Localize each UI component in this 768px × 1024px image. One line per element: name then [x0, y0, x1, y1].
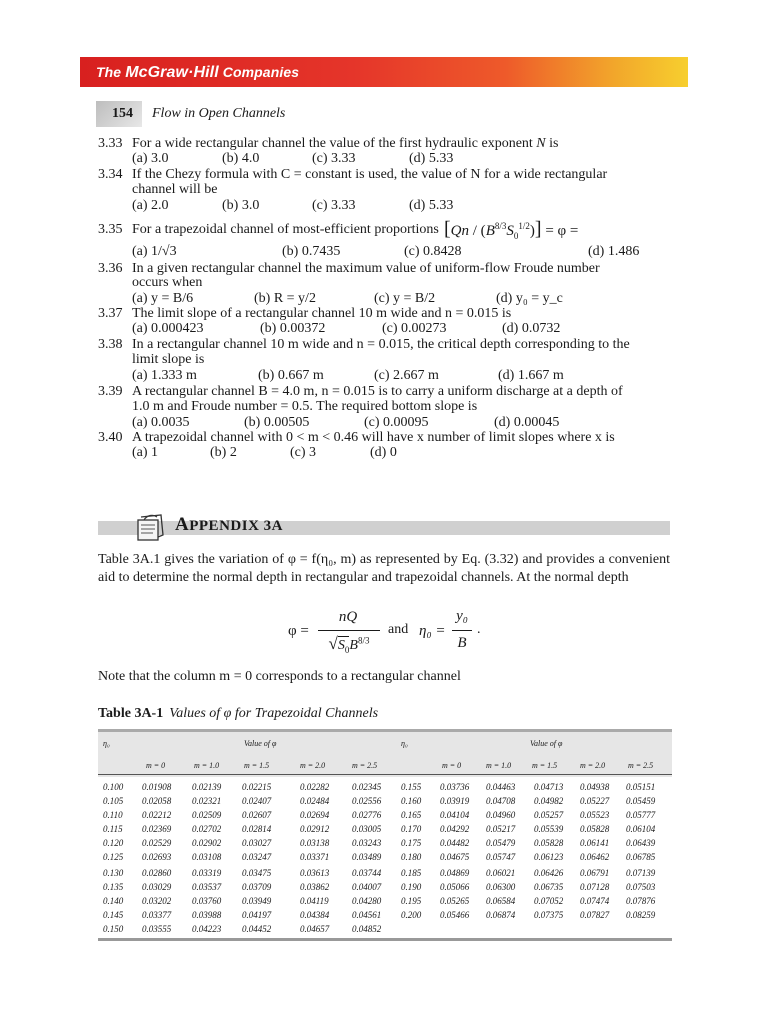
eta-cell: 0.195 — [401, 896, 422, 906]
phi-cell: 0.03475 — [242, 868, 272, 878]
option-c: (c) y = B/2 — [374, 291, 436, 306]
question-text-line1: The limit slope of a rectangular channel 10 m wide and n = 0.015 is — [132, 306, 512, 321]
m-header-left: m = 2.5 — [352, 761, 378, 770]
option-d: (d) 0.00045 — [494, 415, 560, 430]
appendix-title-rest: PPENDIX 3A — [189, 518, 283, 534]
phi-cell: 0.05459 — [626, 796, 656, 806]
phi-cell: 0.04561 — [352, 910, 382, 920]
option-b: (b) 3.0 — [222, 198, 260, 213]
phi-cell: 0.03005 — [352, 824, 382, 834]
option-a: (a) 1/√3 — [132, 244, 177, 259]
phi-cell: 0.05828 — [534, 838, 564, 848]
phi-cell: 0.03736 — [440, 782, 470, 792]
phi-cell: 0.05151 — [626, 782, 656, 792]
phi-cell: 0.03537 — [192, 882, 222, 892]
option-d: (d) 0.0732 — [502, 321, 561, 336]
phi-cell: 0.03744 — [352, 868, 382, 878]
phi-cell: 0.02139 — [192, 782, 222, 792]
question-text: For a trapezoidal channel of most-efficient proportions — [132, 222, 439, 237]
question-text-line2: limit slope is — [132, 352, 205, 367]
phi-cell: 0.03555 — [142, 924, 172, 934]
phi-cell: 0.03919 — [440, 796, 470, 806]
eq-eta: η₀ = — [419, 623, 446, 639]
phi-cell: 0.07139 — [626, 868, 656, 878]
m-header-right: m = 1.0 — [486, 761, 512, 770]
appendix-title-cap: A — [175, 514, 190, 535]
appendix-intro: Table 3A.1 gives the variation of φ = f(η₀, m) as represented by Eq. (3.32) and provides a convenient aid to determine the normal depth in rectangular and trapezoidal channels. At the normal depth — [98, 552, 670, 585]
phi-cell: 0.03709 — [242, 882, 272, 892]
m-header-right: m = 1.5 — [532, 761, 558, 770]
option-a: (a) 3.0 — [132, 151, 169, 166]
eta-cell: 0.185 — [401, 868, 422, 878]
phi-cell: 0.06439 — [626, 838, 656, 848]
m-header-right: m = 2.5 — [628, 761, 654, 770]
question-text-line1: A trapezoidal channel with 0 < m < 0.46 will have x number of limit slopes where x is — [132, 430, 615, 445]
phi-cell: 0.02058 — [142, 796, 172, 806]
phi-cell: 0.03371 — [300, 852, 330, 862]
option-b: (b) 0.667 m — [258, 368, 324, 383]
eta-cell: 0.180 — [401, 852, 422, 862]
phi-cell: 0.02776 — [352, 810, 382, 820]
phi-cell: 0.06735 — [534, 882, 564, 892]
phi-cell: 0.02212 — [142, 810, 172, 820]
publisher-logo — [96, 64, 299, 82]
phi-cell: 0.04982 — [534, 796, 564, 806]
phi-cell: 0.05479 — [486, 838, 516, 848]
phi-cell: 0.03377 — [142, 910, 172, 920]
phi-cell: 0.04675 — [440, 852, 470, 862]
m-header-left: m = 1.5 — [244, 761, 270, 770]
question-number: 3.36 — [98, 261, 123, 276]
eta-cell: 0.175 — [401, 838, 422, 848]
phi-cell: 0.03243 — [352, 838, 382, 848]
question-number: 3.34 — [98, 167, 123, 182]
phi-cell: 0.02902 — [192, 838, 222, 848]
phi-cell: 0.06791 — [580, 868, 610, 878]
option-c: (c) 2.667 m — [374, 368, 439, 383]
phi-cell: 0.04482 — [440, 838, 470, 848]
fraction-bar — [452, 630, 472, 631]
option-a: (a) 0.0035 — [132, 415, 190, 430]
eta-cell: 0.190 — [401, 882, 422, 892]
option-b: (b) 0.7435 — [282, 244, 341, 259]
eq-b: B — [457, 635, 467, 651]
phi-cell: 0.03202 — [142, 896, 172, 906]
eta-cell: 0.165 — [401, 810, 422, 820]
option-c: (c) 0.8428 — [404, 244, 462, 259]
phi-cell: 0.02694 — [300, 810, 330, 820]
phi-cell: 0.06462 — [580, 852, 610, 862]
phi-cell: 0.02509 — [192, 810, 222, 820]
phi-cell: 0.06141 — [580, 838, 610, 848]
option-c: (c) 3.33 — [312, 198, 356, 213]
option-d: (d) 0 — [370, 445, 397, 460]
m-header-left: m = 1.0 — [194, 761, 220, 770]
phi-cell: 0.04280 — [352, 896, 382, 906]
eta-cell: 0.135 — [103, 882, 124, 892]
phi-cell: 0.04463 — [486, 782, 516, 792]
m-header-left: m = 0 — [146, 761, 166, 770]
phi-cell: 0.02369 — [142, 824, 172, 834]
eq-dot: . — [477, 622, 481, 637]
phi-cell: 0.01908 — [142, 782, 172, 792]
running-head: Flow in Open Channels — [152, 106, 286, 121]
brand-prefix: The — [96, 64, 126, 80]
phi-cell: 0.04708 — [486, 796, 516, 806]
m-header-right: m = 2.0 — [580, 761, 606, 770]
fraction-bar — [318, 630, 380, 631]
phi-cell: 0.04869 — [440, 868, 470, 878]
eta-header-left: η₀ — [103, 739, 110, 748]
m-header-left: m = 2.0 — [300, 761, 326, 770]
eq-y0: y₀ — [456, 608, 468, 624]
question-text-part: For a wide rectangular channel the value of the first hydraulic exponent — [132, 136, 537, 151]
question-number: 3.38 — [98, 337, 123, 352]
eq-and: and — [388, 622, 409, 637]
eta-cell: 0.100 — [103, 782, 124, 792]
eta-cell: 0.115 — [103, 824, 123, 834]
phi-cell: 0.02215 — [242, 782, 272, 792]
phi-cell: 0.02282 — [300, 782, 330, 792]
option-d: (d) 5.33 — [409, 151, 454, 166]
phi-cell: 0.05265 — [440, 896, 470, 906]
question-text-line2: channel will be — [132, 182, 218, 197]
phi-cell: 0.02702 — [192, 824, 222, 834]
phi-cell: 0.04197 — [242, 910, 272, 920]
option-c: (c) 0.00095 — [364, 415, 429, 430]
phi-cell: 0.03138 — [300, 838, 330, 848]
table-bottom-rule — [98, 938, 672, 941]
option-c: (c) 3 — [290, 445, 317, 460]
question-text-line1: In a rectangular channel 10 m wide and n = 0.015, the critical depth corresponding to the — [132, 337, 630, 352]
value-header-right: Value of φ — [530, 739, 563, 748]
phi-cell: 0.02860 — [142, 868, 172, 878]
option-a: (a) 1.333 m — [132, 368, 197, 383]
phi-cell: 0.05777 — [626, 810, 656, 820]
option-b: (b) 0.00372 — [260, 321, 326, 336]
question-text-line2: occurs when — [132, 275, 203, 290]
eta-cell: 0.110 — [103, 810, 123, 820]
question-number: 3.37 — [98, 306, 123, 321]
option-b: (b) 0.00505 — [244, 415, 310, 430]
phi-cell: 0.02607 — [242, 810, 272, 820]
phi-cell: 0.08259 — [626, 910, 656, 920]
phi-cell: 0.05466 — [440, 910, 470, 920]
eta-cell: 0.105 — [103, 796, 124, 806]
eta-header-right: η₀ — [401, 739, 408, 748]
option-a: (a) 1 — [132, 445, 159, 460]
phi-cell: 0.03108 — [192, 852, 222, 862]
question-text-line2: 1.0 m and Froude number = 0.5. The required bottom slope is — [132, 399, 478, 414]
option-d: (d) 5.33 — [409, 198, 454, 213]
phi-cell: 0.07474 — [580, 896, 610, 906]
phi-cell: 0.05747 — [486, 852, 516, 862]
phi-cell: 0.04852 — [352, 924, 382, 934]
phi-cell: 0.05523 — [580, 810, 610, 820]
phi-cell: 0.06584 — [486, 896, 516, 906]
eq-denominator: $√S_0B^{8/3}$ — [328, 634, 370, 655]
question-text-line1: A rectangular channel B = 4.0 m, n = 0.015 is to carry a uniform discharge at a depth of — [132, 384, 623, 399]
eq-numerator: nQ — [338, 609, 358, 625]
phi-cell: 0.03489 — [352, 852, 382, 862]
eta-cell: 0.120 — [103, 838, 124, 848]
eta-cell: 0.160 — [401, 796, 422, 806]
phi-cell: 0.05257 — [534, 810, 564, 820]
efficiency-formula: $[Qn / (B^{8/3}S_0^{1/2})] = \varphi$ = — [444, 218, 579, 241]
phi-cell: 0.02484 — [300, 796, 330, 806]
phi-cell: 0.06123 — [534, 852, 564, 862]
option-c: (c) 3.33 — [312, 151, 356, 166]
phi-cell: 0.03027 — [242, 838, 272, 848]
phi-cell: 0.06300 — [486, 882, 516, 892]
question-number: 3.35 — [98, 222, 123, 237]
option-d: (d) 1.486 — [588, 244, 640, 259]
publisher-banner — [80, 57, 688, 87]
eta-cell: 0.170 — [401, 824, 422, 834]
option-b: (b) 4.0 — [222, 151, 260, 166]
phi-cell: 0.06874 — [486, 910, 516, 920]
phi-cell: 0.04104 — [440, 810, 470, 820]
eta-cell: 0.200 — [401, 910, 422, 920]
option-c: (c) 0.00273 — [382, 321, 447, 336]
phi-cell: 0.04452 — [242, 924, 272, 934]
question-number: 3.40 — [98, 430, 123, 445]
appendix-title — [175, 514, 283, 536]
phi-cell: 0.03319 — [192, 868, 222, 878]
option-d: (d) y₀ = y_c — [496, 291, 563, 306]
eta-cell: 0.155 — [401, 782, 422, 792]
table-caption-label: Table 3A-1 — [98, 706, 164, 721]
phi-cell: 0.02912 — [300, 824, 330, 834]
question-text-line1: If the Chezy formula with C = constant is used, the value of N for a wide rectangular — [132, 167, 608, 182]
option-b: (b) 2 — [210, 445, 237, 460]
question-number: 3.33 — [98, 136, 123, 151]
phi-cell: 0.05227 — [580, 796, 610, 806]
phi-cell: 0.05539 — [534, 824, 564, 834]
phi-cell: 0.06785 — [626, 852, 656, 862]
page-number: 154 — [112, 106, 133, 121]
phi-cell: 0.02693 — [142, 852, 172, 862]
brand-name: McGraw·Hill — [125, 64, 219, 81]
phi-cell: 0.02345 — [352, 782, 382, 792]
option-d: (d) 1.667 m — [498, 368, 564, 383]
table-caption-title: Values of φ for Trapezoidal Channels — [169, 706, 379, 721]
value-header-left: Value of φ — [244, 739, 277, 748]
question-text — [132, 136, 558, 152]
phi-cell: 0.04960 — [486, 810, 516, 820]
phi-cell: 0.04223 — [192, 924, 222, 934]
phi-cell: 0.07052 — [534, 896, 564, 906]
option-b: (b) R = y/2 — [254, 291, 316, 306]
phi-cell: 0.05066 — [440, 882, 470, 892]
phi-cell: 0.07503 — [626, 882, 656, 892]
phi-cell: 0.02529 — [142, 838, 172, 848]
phi-cell: 0.04384 — [300, 910, 330, 920]
table-caption — [98, 706, 378, 722]
eq-den-exp: 8/3 — [357, 635, 370, 646]
phi-cell: 0.05217 — [486, 824, 516, 834]
phi-cell: 0.06104 — [626, 824, 656, 834]
eq-den-b: B — [349, 638, 358, 653]
phi-cell: 0.04657 — [300, 924, 330, 934]
phi-cell: 0.07876 — [626, 896, 656, 906]
eta-cell: 0.130 — [103, 868, 124, 878]
question-text-var: N — [536, 136, 546, 151]
phi-cell: 0.03949 — [242, 896, 272, 906]
eta-cell: 0.150 — [103, 924, 124, 934]
phi-cell: 0.03613 — [300, 868, 330, 878]
phi-cell: 0.04292 — [440, 824, 470, 834]
phi-cell: 0.02321 — [192, 796, 222, 806]
phi-cell: 0.02556 — [352, 796, 382, 806]
phi-cell: 0.03247 — [242, 852, 272, 862]
eta-cell: 0.145 — [103, 910, 124, 920]
eq-phi: φ = — [288, 623, 309, 639]
phi-cell: 0.04938 — [580, 782, 610, 792]
option-a: (a) y = B/6 — [132, 291, 194, 306]
option-a: (a) 0.000423 — [132, 321, 204, 336]
phi-cell: 0.03760 — [192, 896, 222, 906]
book-icon — [135, 511, 167, 543]
question-text-line1: In a given rectangular channel the maximum value of uniform-flow Froude number — [132, 261, 600, 276]
phi-cell: 0.07827 — [580, 910, 610, 920]
rectangular-note: Note that the column m = 0 corresponds to a rectangular channel — [98, 669, 461, 684]
phi-cell: 0.07375 — [534, 910, 564, 920]
phi-cell: 0.05828 — [580, 824, 610, 834]
phi-cell: 0.07128 — [580, 882, 610, 892]
brand-suffix: Companies — [218, 64, 300, 80]
phi-cell: 0.02407 — [242, 796, 272, 806]
phi-cell: 0.06426 — [534, 868, 564, 878]
phi-cell: 0.04713 — [534, 782, 564, 792]
eta-cell: 0.140 — [103, 896, 124, 906]
phi-cell: 0.04007 — [352, 882, 382, 892]
question-number: 3.39 — [98, 384, 123, 399]
phi-cell: 0.02814 — [242, 824, 272, 834]
phi-cell: 0.04119 — [300, 896, 329, 906]
m-header-right: m = 0 — [442, 761, 462, 770]
phi-cell: 0.03862 — [300, 882, 330, 892]
phi-cell: 0.03988 — [192, 910, 222, 920]
eq-den-sub: 0 — [344, 644, 350, 655]
phi-cell: 0.06021 — [486, 868, 516, 878]
eta-cell: 0.125 — [103, 852, 124, 862]
option-a: (a) 2.0 — [132, 198, 169, 213]
table-header-rule — [98, 774, 672, 775]
eq-den-s: S — [337, 638, 345, 653]
phi-cell: 0.03029 — [142, 882, 172, 892]
question-text-part: is — [545, 136, 559, 151]
